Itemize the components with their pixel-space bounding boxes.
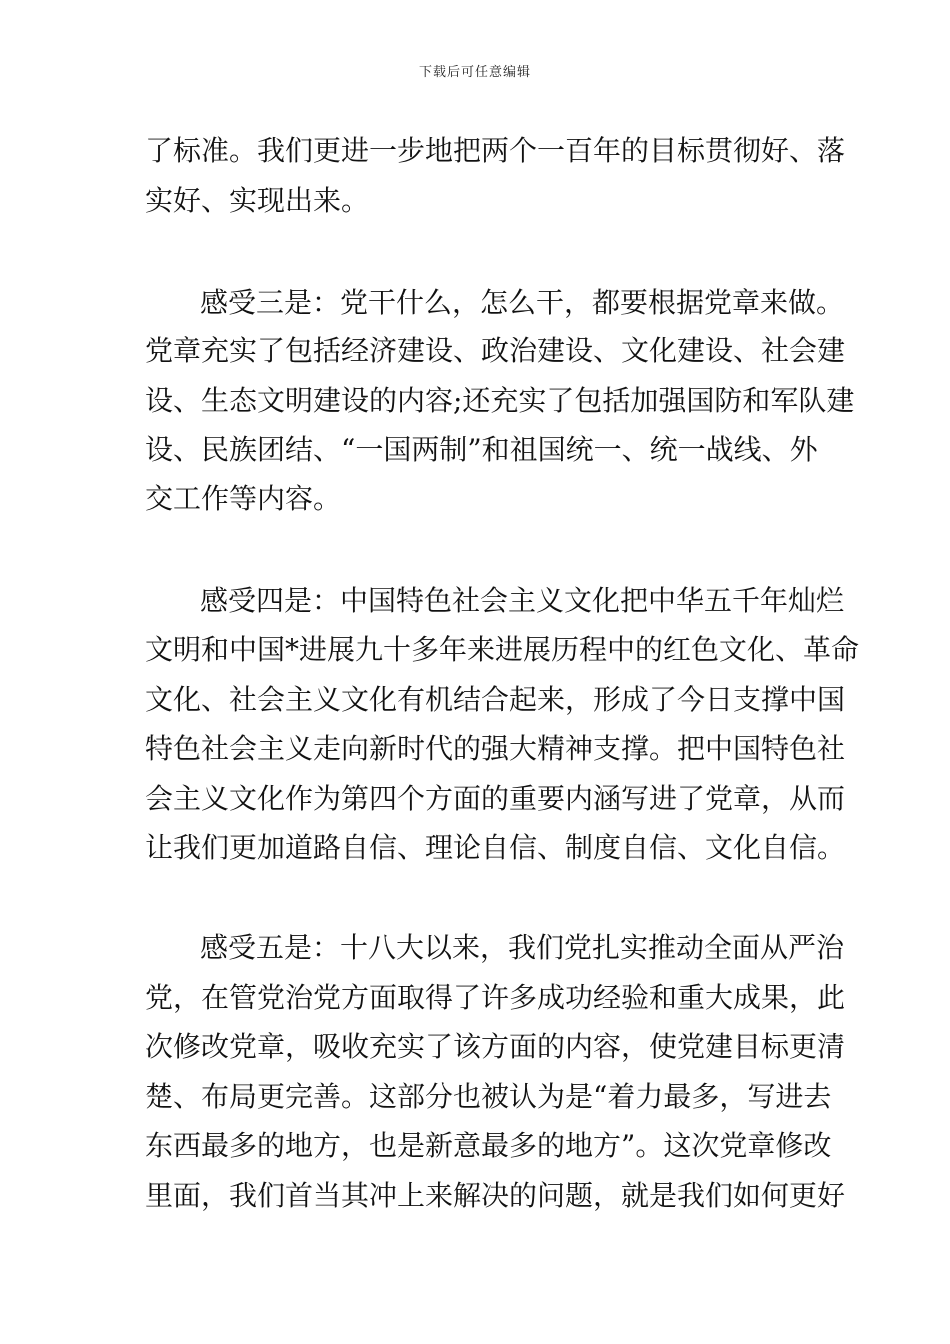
paragraph-1-line-1: 了标准。我们更进一步地把两个一百年的目标贯彻好、落 xyxy=(145,134,846,167)
paragraph-4-line-6: 里面，我们首当其冲上来解决的问题，就是我们如何更好 xyxy=(145,1179,846,1212)
paragraph-2-line-1: 感受三是：党干什么，怎么干，都要根据党章来做。 xyxy=(200,286,845,319)
paragraph-3-line-4: 特色社会主义走向新时代的强大精神支撑。把中国特色社 xyxy=(145,732,846,765)
paragraph-2-line-2: 党章充实了包括经济建设、政治建设、文化建设、社会建 xyxy=(145,334,846,367)
paragraph-3-line-1: 感受四是：中国特色社会主义文化把中华五千年灿烂 xyxy=(200,584,845,617)
paragraph-3-line-6: 让我们更加道路自信、理论自信、制度自信、文化自信。 xyxy=(145,831,846,864)
header-note: 下载后可任意编辑 xyxy=(418,65,531,80)
paragraph-3-line-2: 文明和中国*进展九十多年来进展历程中的红色文化、革命 xyxy=(145,633,860,666)
paragraph-3-line-3: 文化、社会主义文化有机结合起来，形成了今日支撑中国 xyxy=(145,683,846,716)
paragraph-2-line-3: 设、生态文明建设的内容;还充实了包括加强国防和军队建 xyxy=(145,384,855,417)
paragraph-4-line-1: 感受五是：十八大以来，我们党扎实推动全面从严治 xyxy=(200,931,845,964)
paragraph-4-line-4: 楚、布局更完善。这部分也被认为是“着力最多，写进去 xyxy=(145,1080,832,1113)
paragraph-2-line-5: 交工作等内容。 xyxy=(145,482,342,515)
paragraph-4-line-5: 东西最多的地方，也是新意最多的地方”。这次党章修改 xyxy=(145,1129,832,1162)
paragraph-4-line-3: 次修改党章，吸收充实了该方面的内容，使党建目标更清 xyxy=(145,1030,846,1063)
paragraph-3-line-5: 会主义文化作为第四个方面的重要内涵写进了党章，从而 xyxy=(145,782,846,815)
paragraph-2-line-4: 设、民族团结、“一国两制”和祖国统一、统一战线、外 xyxy=(145,433,818,466)
paragraph-4-line-2: 党，在管党治党方面取得了许多成功经验和重大成果，此 xyxy=(145,981,846,1014)
paragraph-1-line-2: 实好、实现出来。 xyxy=(145,184,370,217)
